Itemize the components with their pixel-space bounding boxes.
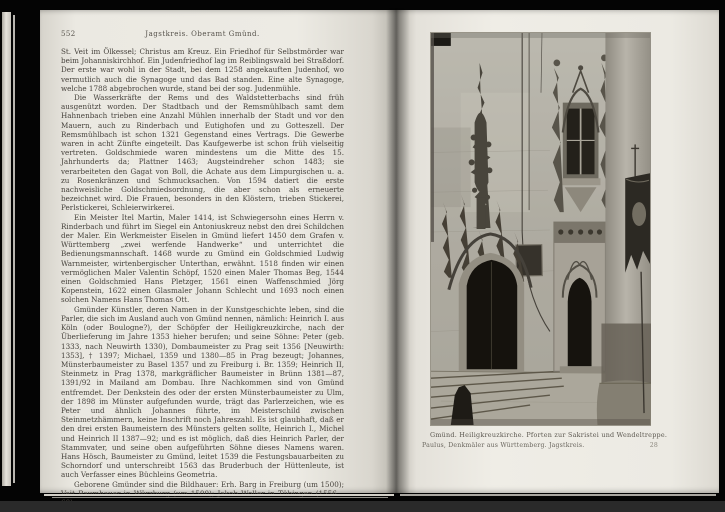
body-text xyxy=(61,47,344,489)
body-paragraph: Gmünder Künstler, deren Namen in der Kunstgeschichte leben, sind die Parler, die sich im Ausland auch von Gmünd nennen, nämlich: Heinrich I. aus Köln (oder Boulogne?), der Schöpfer der Heiligkreuzkirche, nach der Überlieferung im Jahre 1353 hieher berufen; und seine Söhne: Peter (geb. 1333, nach Neuwirth 1330), Dombaumeister zu Prag seit 1356 [Neuwirth: 1353], † 1397; Michael, 1359 und 1380—85 in Prag bezeugt; Johannes, Münsterbaumeister zu Basel 1357 und zu Freiburg i. Br. 1359; Heinrich II, Steinmetz in Prag 1378, markgräflicher Baumeister in Brünn 1381—87, 1391/92 in Mailand am Dombau. Ihre Nachkommen sind von Gmünd entfremdet. Der Denkstein des oder der ersten Münsterbaumeister zu Ulm, der 1898 im Münster aufgefunden wurde, trägt das Parlerzeichen, wie es Peter und ähnlich Johannes führte, im Meisterschild zwischen Steinmetzhämmern, keine Inschrift noch Jahreszahl. Es ist glaubhaft, daß er den drei ersten Baumeistern des Münsters gelten sollte, Heinrich I., Michel und Heinrich II 1387—92; und es ist möglich, daß dies Heinrich Parler, der Stammvater, und seine oben aufgeführten Söhne dieses Namens waren. Hans Hösch, Baumeister zu Gmünd, leitet 1539 die Festungsbauarbeiten zu Schorndorf und unterschreibt 1563 das Bruderbuch der Hüttenleute, ist auch Verfasser eines Büchleins Geometria. xyxy=(61,304,344,480)
right-page xyxy=(397,10,719,493)
page-edge-line xyxy=(52,497,388,498)
page-edge-line xyxy=(44,494,394,496)
staircase-doorway xyxy=(568,278,592,367)
left-page xyxy=(40,10,397,493)
body-paragraph: Geborene Gmünder sind die Bildhauer: Erh. Barg in Freiburg (um 1500); xyxy=(74,479,344,489)
plate-caption: Gmünd. Heiligkreuzkirche. Pforten zur Sakristei und Wendeltreppe. xyxy=(430,431,668,439)
running-head xyxy=(61,30,344,41)
scan-bottom-strip xyxy=(0,501,725,512)
page-edge-line xyxy=(400,494,716,496)
body-paragraph: Ein Meister Itel Martin, Maler 1414, ist Schwiegersohn eines Herrn v. Rinderbach und führt im Siegel ein Antoniuskreuz nebst den drei Schildchen der Maler. Ein Werkmeister Eiselen in Gmünd liefert 1450 dem Grafen v. Württemberg „zwei werfende Handwerke“ und unterrichtet die Bedienungsmannschaft. 1468 wurde zu Gmünd ein Goldschmied Ludwig Warnmeister, wirtenbergischer Unterthan, erwähnt. 1518 finden wir einen vermöglichen Maler Valentin Schöpf, 1520 einen Maler Thomas Beg, 1544 einen Goldschmied Hans Pletzger, 1561 einen Waffenschmied Jörg Kopenstein, 1622 einen Glasmaler Johann Schlecht und 1693 noch einen solchen Namens Hans Thomas Ott. xyxy=(61,212,344,305)
page-fore-edge-line xyxy=(13,15,15,483)
page-fore-edge xyxy=(2,12,11,486)
plate-credit: Paulus, Denkmäler aus Württemberg. Jagstkreis. xyxy=(422,442,585,449)
body-paragraph: St. Veit im Ölkessel; Christus am Kreuz. Ein Friedhof für Selbstmörder war beim Johanniskirchhof. Ein Judenfriedhof lag im Reiblingswald bei Straßdorf. Der erste war wohl in der Stadt, bei dem 1258 angekauften Judenhof, wo vermutlich auch die Synagoge und das Bad standen. Eine alte Synagoge, welche 1788 abgebrochen wurde, stand bei der sog. Judenmühle. xyxy=(61,47,344,93)
plate-photo xyxy=(430,32,651,426)
plate-number: 28 xyxy=(649,442,658,449)
running-header: Jagstkreis. Oberamt Gmünd. xyxy=(145,30,260,38)
plate-credit-row xyxy=(422,442,658,449)
staircase-turret xyxy=(554,222,606,373)
page-number: 552 xyxy=(61,30,76,38)
body-paragraph: Die Wasserkräfte der Rems und des Waldstetterbachs sind früh ausgenützt worden. Der Stadtbach und der Remsmühlbach samt dem Hahnenbach trieben eine Anzahl Mühlen innerhalb der Stadt und vor den Mauern, auch zu Rinderbach und Eutighofen und zu Gotteszell. Der Remsmühlbach ist schon 1321 Gegenstand eines Vertrags. Die Gewerbe waren in acht Zünfte eingeteilt. Das Kaufgewerbe ist schon früh vielseitig vertreten. Goldschmiede waren mindestens um die Mitte des 15. Jahrhunderts da; Plattner 1463; Augsteindreher schon 1483; sie verarbeiteten den Gagat von Boll, die Achate aus dem Limpurgischen u. a. zu Rosenkränzen und Schmucksachen. Von 1594 datiert die erste nachweisliche Goldschmiedsordnung, die aber schon als erneuerte bezeichnet wird. Die Frauen, besonders in den Klöstern, trieben Stickerei, Perlstickerei, Schleierwirkerei. xyxy=(61,93,344,213)
